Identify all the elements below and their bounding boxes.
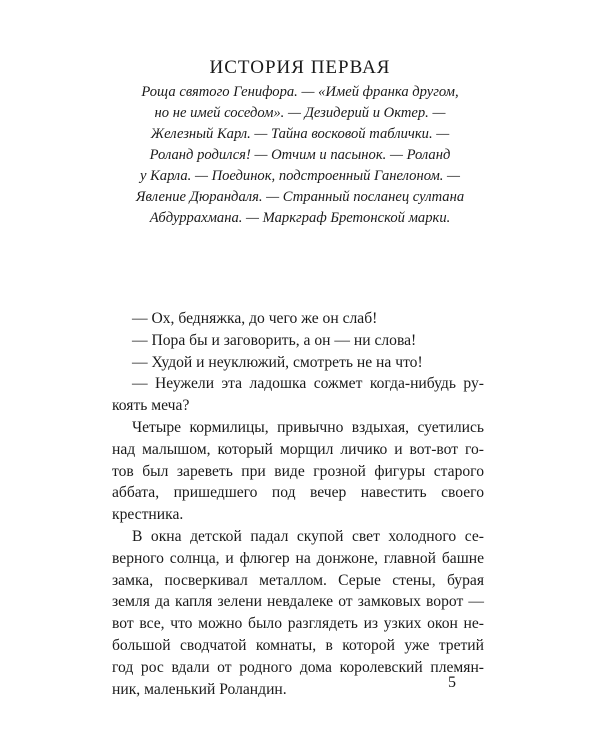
synopsis-line: Абдуррахмана. — Маркграф Бретонской марки. <box>149 210 451 226</box>
paragraph-line: В окна детской падал скупой свет холодного се- <box>132 527 484 545</box>
body-text <box>112 308 484 700</box>
synopsis-line: но не имей соседом». — Дезидерий и Октер. — <box>154 105 446 121</box>
paragraph-line: замка, посверкивал металлом. Серые стены, бурая <box>112 571 484 589</box>
dialogue-line: — Пора бы и заговорить, а он — ни слова! <box>132 331 417 349</box>
paragraph-line: аббата, пришедшего под вечер навестить своего <box>112 484 484 502</box>
synopsis-line: Роланд родился! — Отчим и пасынок. — Роланд <box>149 147 451 163</box>
paragraph-line: большой сводчатой комнаты, в которой уже третий <box>112 636 484 654</box>
dialogue-line: — Ох, бедняжка, до чего же он слаб! <box>132 310 378 327</box>
paragraph-line: тов был зареветь при виде грозной фигуры старого <box>112 462 484 480</box>
paragraph-line: Четыре кормилицы, привычно вздыхая, суетились <box>132 418 484 436</box>
paragraph-line: ник, маленький Роландин. <box>112 680 287 698</box>
paragraph-line: год рос вдали от родного дома королевский племян- <box>112 658 484 676</box>
paragraph-line: верного солнца, и флюгер на донжоне, главной башне <box>112 549 484 567</box>
paragraph-line: крестника. <box>112 506 184 524</box>
dialogue-line: — Худой и неуклюжий, смотреть не на что! <box>132 353 423 371</box>
synopsis-line: Явление Дюрандаля. — Странный посланец султана <box>135 189 465 205</box>
paragraph-line: земля да капля зелени невдалеке от замковых ворот — <box>112 593 484 611</box>
chapter-title: ИСТОРИЯ ПЕРВАЯ <box>209 57 391 78</box>
dialogue-line: коять меча? <box>112 397 190 415</box>
synopsis-line: Роща святого Генифора. — «Имей франка другом, <box>141 84 459 100</box>
paragraph-line: над малышом, который морщил личико и вот-вот го- <box>112 440 484 458</box>
dialogue-line: — Неужели эта ладошка сожмет когда-нибудь ру- <box>132 375 484 393</box>
chapter-synopsis <box>120 82 480 229</box>
synopsis-line: у Карла. — Поединок, подстроенный Ганелоном. — <box>139 168 461 184</box>
page-number: 5 <box>448 674 456 691</box>
paragraph-line: вот все, что можно было разглядеть из узких окон не- <box>112 615 484 633</box>
synopsis-line: Железный Карл. — Тайна восковой таблички. — <box>150 126 450 142</box>
